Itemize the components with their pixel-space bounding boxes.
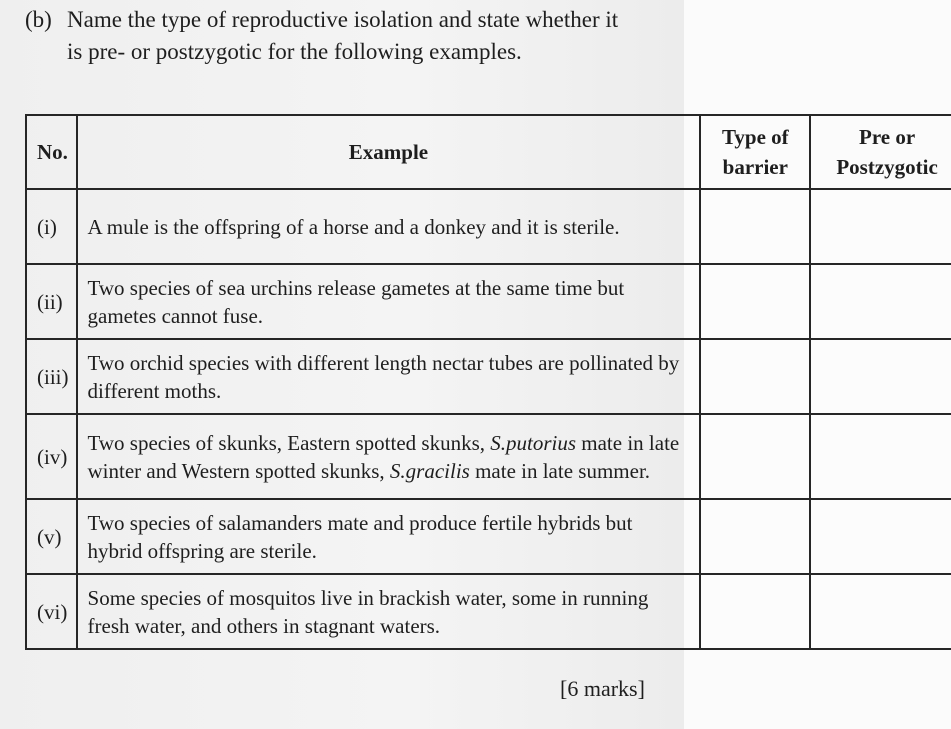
type-of-barrier-cell[interactable]	[700, 264, 810, 339]
row-example: Two orchid species with different length nectar tubes are pollinated by different moths.	[77, 339, 701, 414]
header-pre-or-postzygotic: Pre or Postzygotic	[810, 115, 951, 189]
row-example: Two species of salamanders mate and produce fertile hybrids but hybrid offspring are sterile.	[77, 499, 701, 574]
type-of-barrier-cell[interactable]	[700, 339, 810, 414]
question-text: Name the type of reproductive isolation and state whether it is pre- or postzygotic for the following examples.	[67, 7, 619, 64]
row-example: A mule is the offspring of a horse and a donkey and it is sterile.	[77, 189, 701, 264]
header-type-of-barrier: Type of barrier	[700, 115, 810, 189]
example-text: Two species of skunks, Eastern spotted skunks,	[87, 430, 491, 455]
example-text: mate in late summer.	[469, 458, 651, 483]
row-number: (iv)	[26, 414, 77, 499]
reproductive-isolation-table	[25, 114, 951, 650]
pre-or-postzygotic-cell[interactable]	[810, 264, 951, 339]
pre-or-postzygotic-cell[interactable]	[810, 339, 951, 414]
row-example: Two species of sea urchins release gametes at the same time but gametes cannot fuse.	[77, 264, 701, 339]
marks-label: [6 marks]	[560, 676, 645, 701]
species-name-eastern: S.putorius	[490, 430, 577, 455]
table-row	[26, 499, 951, 574]
question-label: (b)	[25, 7, 52, 32]
table-row	[26, 574, 951, 649]
pre-or-postzygotic-cell[interactable]	[810, 499, 951, 574]
row-example: Some species of mosquitos live in brackish water, some in running fresh water, and others in stagnant waters.	[77, 574, 701, 649]
row-number: (v)	[26, 499, 77, 574]
table-header-row	[26, 115, 951, 189]
pre-or-postzygotic-cell[interactable]	[810, 414, 951, 499]
species-name-western: S.gracilis	[389, 458, 470, 483]
pre-or-postzygotic-cell[interactable]	[810, 189, 951, 264]
header-no: No.	[26, 115, 77, 189]
pre-or-postzygotic-cell[interactable]	[810, 574, 951, 649]
row-number: (i)	[26, 189, 77, 264]
table-row	[26, 189, 951, 264]
type-of-barrier-cell[interactable]	[700, 574, 810, 649]
row-number: (iii)	[26, 339, 77, 414]
example-text: mate in late winter and Western spotted skunks,	[87, 430, 680, 483]
row-number: (vi)	[26, 574, 77, 649]
table-row	[26, 339, 951, 414]
type-of-barrier-cell[interactable]	[700, 499, 810, 574]
type-of-barrier-cell[interactable]	[700, 414, 810, 499]
row-number: (ii)	[26, 264, 77, 339]
header-example: Example	[77, 115, 701, 189]
type-of-barrier-cell[interactable]	[700, 189, 810, 264]
table-row	[26, 264, 951, 339]
table-row	[26, 414, 951, 499]
row-example	[77, 414, 701, 499]
